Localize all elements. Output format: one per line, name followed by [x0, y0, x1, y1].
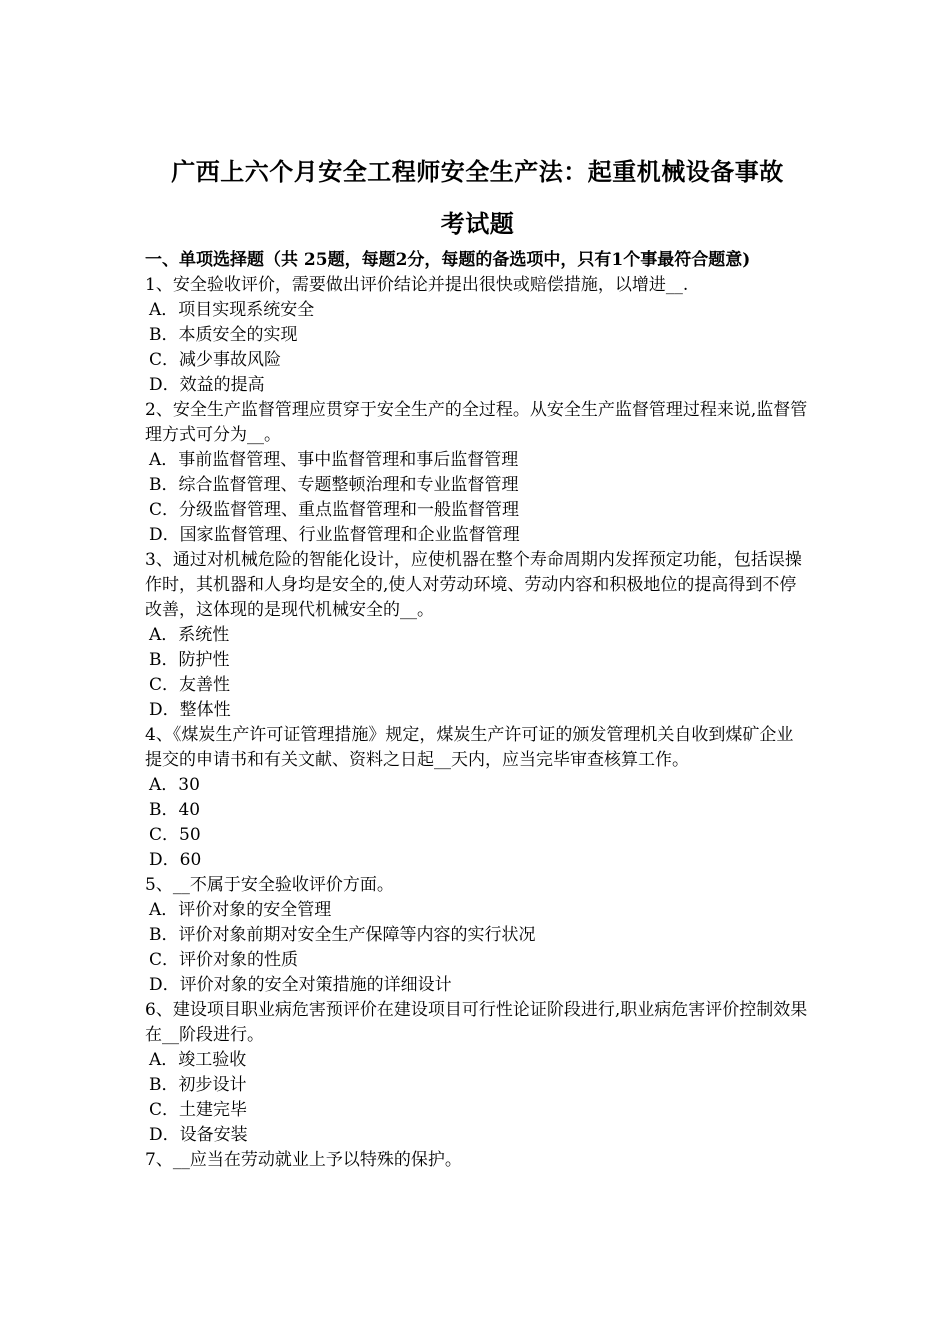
answer-option: B．防护性: [149, 650, 230, 670]
question-stem: 6、建设项目职业病危害预评价在建设项目可行性论证阶段进行,职业病危害评价控制效果在__阶段进行。: [145, 1000, 808, 1045]
answer-option: D．评价对象的安全对策措施的详细设计: [149, 975, 452, 995]
question-item: [145, 398, 810, 548]
question-list: [145, 273, 810, 1173]
answer-option: C．分级监督管理、重点监督管理和一般监督管理: [149, 500, 520, 520]
question-stem: 1、安全验收评价，需要做出评价结论并提出很快或赔偿措施，以增进__.: [145, 275, 689, 295]
section-header: 一、单项选择题（共 25题，每题2分，每题的备选项中，只有1个事最符合题意): [145, 250, 751, 270]
answer-option: D．整体性: [149, 700, 231, 720]
question-item: [145, 998, 810, 1148]
answer-option: B．评价对象前期对安全生产保障等内容的实行状况: [149, 925, 536, 945]
answer-option: C．50: [149, 825, 201, 845]
question-stem: 2、安全生产监督管理应贯穿于安全生产的全过程。从安全生产监督管理过程来说,监督管理方式可分为__。: [145, 400, 808, 445]
document-body: [145, 248, 810, 1173]
answer-option: A．评价对象的安全管理: [149, 900, 332, 920]
answer-option: C．土建完毕: [149, 1100, 248, 1120]
question-item: [145, 723, 810, 873]
answer-option: C．减少事故风险: [149, 350, 282, 370]
answer-option: B．40: [149, 800, 201, 820]
answer-option: A．项目实现系统安全: [149, 300, 315, 320]
question-item: [145, 548, 810, 723]
question-stem: 3、通过对机械危险的智能化设计，应使机器在整个寿命周期内发挥预定功能，包括误操作时，其机器和人身均是安全的,使人对劳动环境、劳动内容和积极地位的提高得到不停改善，这体现的是现代机械安全的__。: [145, 550, 802, 620]
document-title-line-1: 广西上六个月安全工程师安全生产法：起重机械设备事故: [171, 157, 784, 186]
answer-option: D．效益的提高: [149, 375, 265, 395]
question-stem: 7、__应当在劳动就业上予以特殊的保护。: [145, 1150, 462, 1170]
question-item: [145, 873, 810, 998]
document-title-line-2: 考试题: [440, 209, 515, 238]
answer-option: B．初步设计: [149, 1075, 247, 1095]
answer-option: A．系统性: [149, 625, 230, 645]
answer-option: A．事前监督管理、事中监督管理和事后监督管理: [149, 450, 519, 470]
question-item: [145, 273, 810, 398]
question-stem: 4、《煤炭生产许可证管理措施》规定，煤炭生产许可证的颁发管理机关自收到煤矿企业提交的申请书和有关文献、资料之日起__天内，应当完毕审查核算工作。: [145, 725, 794, 770]
answer-option: C．评价对象的性质: [149, 950, 299, 970]
answer-option: B．本质安全的实现: [149, 325, 298, 345]
question-stem: 5、__不属于安全验收评价方面。: [145, 875, 394, 895]
answer-option: A．30: [149, 775, 200, 795]
answer-option: B．综合监督管理、专题整顿治理和专业监督管理: [149, 475, 519, 495]
answer-option: C．友善性: [149, 675, 231, 695]
answer-option: D．设备安装: [149, 1125, 248, 1145]
question-item: [145, 1148, 810, 1173]
answer-option: D．国家监督管理、行业监督管理和企业监督管理: [149, 525, 520, 545]
answer-option: A．竣工验收: [149, 1050, 247, 1070]
answer-option: D．60: [149, 850, 202, 870]
